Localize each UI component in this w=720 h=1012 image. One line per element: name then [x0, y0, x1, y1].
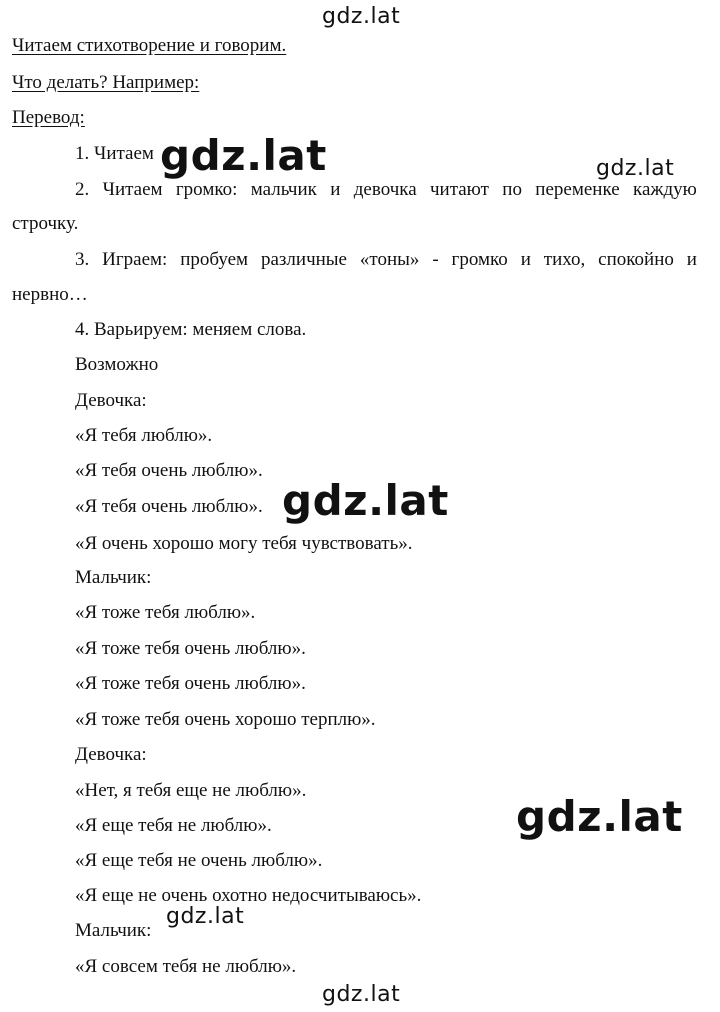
- dialogue-line: «Я еще тебя не люблю».: [75, 815, 272, 836]
- speaker-girl: Девочка:: [75, 390, 147, 411]
- dialogue-line: «Я очень хорошо могу тебя чувствовать».: [75, 533, 413, 554]
- word: переменке: [535, 179, 620, 200]
- word: мальчик: [250, 179, 317, 200]
- word: Играем:: [102, 249, 168, 270]
- dialogue-line: «Я совсем тебя не люблю».: [75, 956, 297, 977]
- word: и: [686, 249, 697, 270]
- word: Читаем: [102, 179, 163, 200]
- word: по: [502, 179, 522, 200]
- watermark-top: gdz.lat: [322, 4, 401, 29]
- watermark-large-1: gdz.lat: [160, 131, 327, 180]
- step-2-line-2: строчку.: [12, 213, 79, 234]
- heading-what-to-do: Что делать? Например:: [12, 72, 200, 93]
- dialogue-line: «Я тоже тебя очень люблю».: [75, 638, 306, 659]
- heading-read-poem: Читаем стихотворение и говорим.: [12, 35, 287, 56]
- dialogue-line: «Я тоже тебя очень хорошо терплю».: [75, 709, 376, 730]
- watermark-small-lower: gdz.lat: [166, 904, 245, 929]
- step-3-line-2: нервно…: [12, 284, 88, 305]
- step-2-justified: [75, 180, 697, 199]
- speaker-girl: Девочка:: [75, 744, 147, 765]
- word: и: [520, 249, 531, 270]
- word: -: [432, 249, 439, 270]
- dialogue-line: «Я еще тебя не очень люблю».: [75, 850, 323, 871]
- word: громко:: [175, 179, 238, 200]
- line-possible: Возможно: [75, 354, 159, 375]
- word: громко: [451, 249, 508, 270]
- word: тихо,: [543, 249, 586, 270]
- word: девочка: [353, 179, 417, 200]
- step-3-justified: [75, 250, 697, 269]
- word: и: [330, 179, 341, 200]
- word: пробуем: [180, 249, 249, 270]
- dialogue-line: «Я тебя люблю».: [75, 425, 213, 446]
- dialogue-line: «Я тебя очень люблю».: [75, 460, 263, 481]
- word: читают: [429, 179, 489, 200]
- word: различные: [260, 249, 347, 270]
- word: спокойно: [598, 249, 674, 270]
- dialogue-line: «Нет, я тебя еще не люблю».: [75, 780, 307, 801]
- word: 2.: [75, 179, 90, 200]
- watermark-large-3: gdz.lat: [516, 792, 683, 841]
- word: «тоны»: [359, 249, 420, 270]
- dialogue-line: «Я тоже тебя люблю».: [75, 602, 256, 623]
- watermark-large-2: gdz.lat: [282, 476, 449, 525]
- watermark-bottom: gdz.lat: [322, 982, 401, 1007]
- dialogue-line: «Я еще не очень охотно недосчитываюсь».: [75, 885, 422, 906]
- step-2-line-1: [75, 180, 697, 199]
- word: 3.: [75, 249, 90, 270]
- step-1: 1. Читаем: [75, 143, 154, 164]
- step-3-line-1: [75, 250, 697, 269]
- speaker-boy: Мальчик:: [75, 920, 152, 941]
- speaker-boy: Мальчик:: [75, 567, 152, 588]
- watermark-small-right: gdz.lat: [596, 156, 675, 181]
- dialogue-line: «Я тебя очень люблю».: [75, 496, 263, 517]
- word: каждую: [633, 179, 697, 200]
- heading-translation: Перевод:: [12, 107, 85, 128]
- dialogue-line: «Я тоже тебя очень люблю».: [75, 673, 306, 694]
- step-4: 4. Варьируем: меняем слова.: [75, 319, 307, 340]
